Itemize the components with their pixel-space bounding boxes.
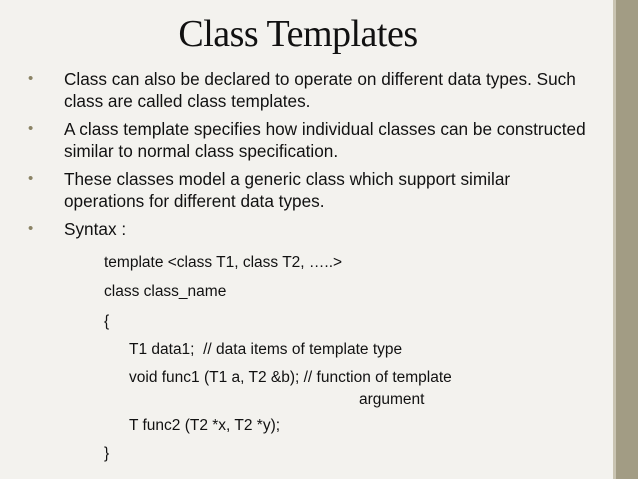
bullet-icon: • [28,120,34,137]
bullet-icon: • [28,70,34,87]
code-line: } [104,445,110,462]
code-line: class class_name [104,283,227,300]
code-line: { [104,313,110,330]
slide-title: Class Templates [178,13,418,55]
decorative-accent-bar [616,0,638,479]
code-line: argument [359,391,425,408]
bullet-icon: • [28,220,34,237]
bullet-icon: • [28,170,34,187]
bullet-text: These classes model a generic class which support similar operations for different data types. [64,169,511,211]
code-line: T func2 (T2 *x, T2 *y); [129,417,281,434]
bullet-item [28,168,588,212]
code-line: void func1 (T1 a, T2 &b); // function of template [129,369,452,386]
code-line: template <class T1, class T2, …..> [104,254,343,271]
code-line: T1 data1; // data items of template type [129,341,403,358]
bullet-item [28,68,588,112]
bullet-item [28,218,588,240]
bullet-list [28,68,588,246]
bullet-text: A class template specifies how individual classes can be constructed similar to normal class specification. [64,119,586,161]
bullet-item [28,118,588,162]
bullet-text: Class can also be declared to operate on different data types. Such class are called class templates. [64,69,576,111]
bullet-text: Syntax : [64,219,127,239]
